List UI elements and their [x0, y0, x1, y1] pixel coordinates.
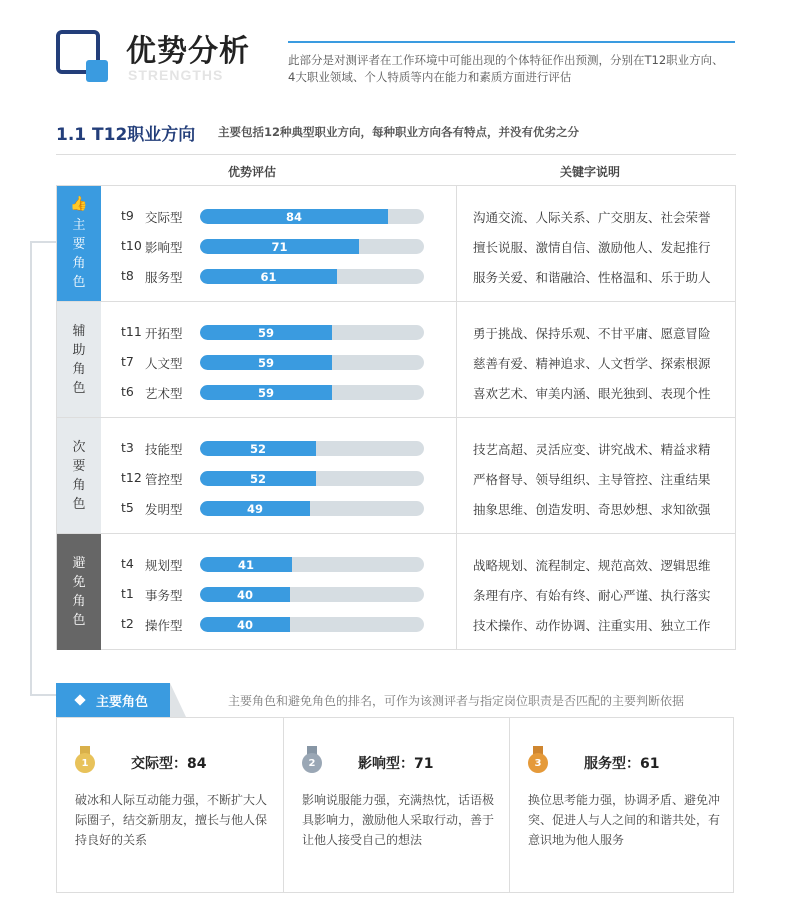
- medal-icon: [302, 746, 322, 776]
- role-group-label-char: 要: [72, 237, 86, 252]
- role-name: 发明型: [145, 502, 183, 517]
- role-keywords: 勇于挑战、保持乐观、不甘平庸、愿意冒险: [473, 326, 711, 341]
- main-roles-cards: [56, 717, 734, 893]
- role-keywords: 沟通交流、人际关系、广交朋友、社会荣誉: [473, 210, 711, 225]
- score-value: 59: [257, 355, 274, 370]
- page-title: 优势分析: [126, 34, 250, 69]
- main-role-card-body: 破冰和人际互动能力强，不断扩大人际圈子，结交新朋友，擅长与他人保持良好的关系: [75, 793, 268, 847]
- main-role-card-body: 影响说服能力强，充满热忱，话语极具影响力，激励他人采取行动，善于让他人接受自己的想法: [302, 793, 495, 847]
- role-name: 服务型: [145, 270, 183, 285]
- main-role-card-title: 服务型：61: [584, 756, 660, 772]
- main-role-card-title: 影响型：71: [358, 756, 434, 772]
- role-name: 规划型: [145, 558, 183, 573]
- column-divider: [456, 534, 457, 650]
- score-bar: [200, 587, 424, 602]
- main-role-card: [57, 718, 283, 892]
- tab-decoration: [170, 683, 186, 717]
- role-keywords: 擅长说服、激情自信、激励他人、发起推行: [473, 240, 711, 255]
- score-bar: [200, 325, 424, 340]
- main-roles-tab[interactable]: [56, 683, 170, 717]
- role-table: [56, 185, 736, 650]
- main-roles-description: 主要角色和避免角色的排名，可作为该测评者与指定岗位职责是否匹配的主要判断依据: [228, 694, 685, 708]
- page-subtitle: STRENGTHS: [128, 67, 224, 83]
- role-name: 开拓型: [145, 326, 183, 341]
- role-code: t8: [121, 268, 134, 283]
- role-keywords: 喜欢艺术、审美内涵、眼光独到、表现个性: [473, 386, 711, 401]
- diamond-icon: [74, 694, 85, 705]
- strengths-logo-icon: [56, 30, 104, 78]
- role-group-label-char: 角: [72, 477, 86, 493]
- role-group-label-char: 色: [72, 613, 86, 628]
- score-value: 41: [237, 557, 254, 572]
- role-group-row: [57, 534, 735, 650]
- role-group-label-char: 角: [72, 256, 86, 271]
- medal-rank: 1: [75, 753, 95, 773]
- role-group-label: [57, 302, 101, 417]
- role-group-label: [57, 534, 101, 650]
- score-bar: [200, 501, 424, 516]
- role-name: 技能型: [145, 442, 183, 457]
- role-code: t1: [121, 586, 134, 601]
- header-description: 此部分是对测评者在工作环境中可能出现的个体特征作出预测，分别在T12职业方向、4大职业领域、个人特质等内在能力和素质方面进行评估: [288, 53, 724, 84]
- medal-icon: [75, 746, 95, 776]
- role-keywords: 条理有序、有始有终、耐心严谨、执行落实: [473, 588, 711, 603]
- role-group-label: [57, 418, 101, 533]
- medal-rank: 2: [302, 753, 322, 773]
- role-code: t4: [121, 556, 134, 571]
- medal-rank: 3: [528, 753, 548, 773]
- role-group-label-char: 避: [72, 556, 86, 571]
- role-name: 管控型: [145, 472, 183, 487]
- role-code: t5: [121, 500, 134, 515]
- score-value: 71: [271, 239, 288, 254]
- score-bar: [200, 209, 424, 224]
- score-bar: [200, 557, 424, 572]
- score-bar: [200, 239, 424, 254]
- role-keywords: 慈善有爱、精神追求、人文哲学、探索根源: [473, 356, 711, 371]
- column-divider: [456, 302, 457, 417]
- role-group-label-char: 色: [72, 496, 86, 512]
- role-name: 影响型: [145, 240, 183, 255]
- role-keywords: 技术操作、动作协调、注重实用、独立工作: [473, 618, 711, 633]
- role-name: 交际型: [145, 210, 183, 225]
- score-bar: [200, 269, 424, 284]
- role-group-label-char: 主: [72, 218, 86, 233]
- role-name: 人文型: [145, 356, 183, 371]
- role-code: t11: [121, 324, 142, 339]
- column-header-keywords: 关键字说明: [560, 165, 621, 179]
- connector-line-bottom: [30, 694, 56, 696]
- role-code: t10: [121, 238, 142, 253]
- role-group-label-char: 免: [72, 575, 86, 590]
- role-keywords: 严格督导、领导组织、主导管控、注重结果: [473, 472, 711, 487]
- main-role-card-body: 换位思考能力强，协调矛盾、避免冲突、促进人与人之间的和谐共处，有意识地为他人服务: [528, 793, 721, 847]
- role-group-label-char: 要: [72, 458, 86, 474]
- role-code: t2: [121, 616, 134, 631]
- role-group-row: [57, 418, 735, 534]
- main-role-card: [509, 718, 735, 892]
- role-code: t9: [121, 208, 134, 223]
- score-value: 52: [249, 471, 266, 486]
- role-keywords: 技艺高超、灵活应变、讲究战术、精益求精: [473, 442, 711, 457]
- role-group-label-char: 角: [72, 361, 86, 377]
- main-role-card: [283, 718, 509, 892]
- score-bar: [200, 355, 424, 370]
- score-value: 49: [246, 501, 263, 516]
- header-divider: [288, 41, 735, 43]
- score-bar: [200, 471, 424, 486]
- section-title: 1.1 T12职业方向: [56, 125, 196, 145]
- score-bar: [200, 617, 424, 632]
- role-group-label-char: 色: [72, 380, 86, 396]
- score-value: 59: [257, 325, 274, 340]
- role-group-label: [57, 186, 101, 301]
- role-group-label-char: 助: [72, 342, 86, 358]
- score-value: 84: [285, 209, 302, 224]
- role-keywords: 抽象思维、创造发明、奇思妙想、求知欲强: [473, 502, 711, 517]
- score-value: 40: [236, 617, 253, 632]
- score-value: 59: [257, 385, 274, 400]
- role-name: 事务型: [145, 588, 183, 603]
- role-name: 艺术型: [145, 386, 183, 401]
- role-group-label-char: 辅: [72, 323, 86, 339]
- section-description: 主要包括12种典型职业方向，每种职业方向各有特点，并没有优劣之分: [218, 125, 579, 139]
- column-divider: [456, 418, 457, 533]
- score-bar: [200, 441, 424, 456]
- role-group-label-char: 色: [72, 275, 86, 290]
- role-code: t3: [121, 440, 134, 455]
- section-divider: [56, 154, 736, 155]
- connector-line: [30, 241, 32, 696]
- connector-line-top: [30, 241, 56, 243]
- column-header-eval: 优势评估: [228, 165, 277, 179]
- score-bar: [200, 385, 424, 400]
- main-roles-tab-label: 主要角色: [96, 694, 149, 710]
- score-value: 61: [260, 269, 277, 284]
- role-code: t7: [121, 354, 134, 369]
- role-keywords: 服务关爱、和谐融洽、性格温和、乐于助人: [473, 270, 711, 285]
- role-group-row: [57, 302, 735, 418]
- role-group-label-char: 角: [72, 594, 86, 609]
- role-code: t12: [121, 470, 142, 485]
- role-code: t6: [121, 384, 134, 399]
- medal-icon: [528, 746, 548, 776]
- role-keywords: 战略规划、流程制定、规范高效、逻辑思维: [473, 558, 711, 573]
- main-role-card-title: 交际型：84: [131, 756, 207, 772]
- role-name: 操作型: [145, 618, 183, 633]
- role-group-label-char: 次: [72, 439, 86, 455]
- score-value: 40: [236, 587, 253, 602]
- role-group-row: [57, 186, 735, 302]
- thumbs-up-icon: 👍: [70, 196, 88, 212]
- column-divider: [456, 186, 457, 301]
- score-value: 52: [249, 441, 266, 456]
